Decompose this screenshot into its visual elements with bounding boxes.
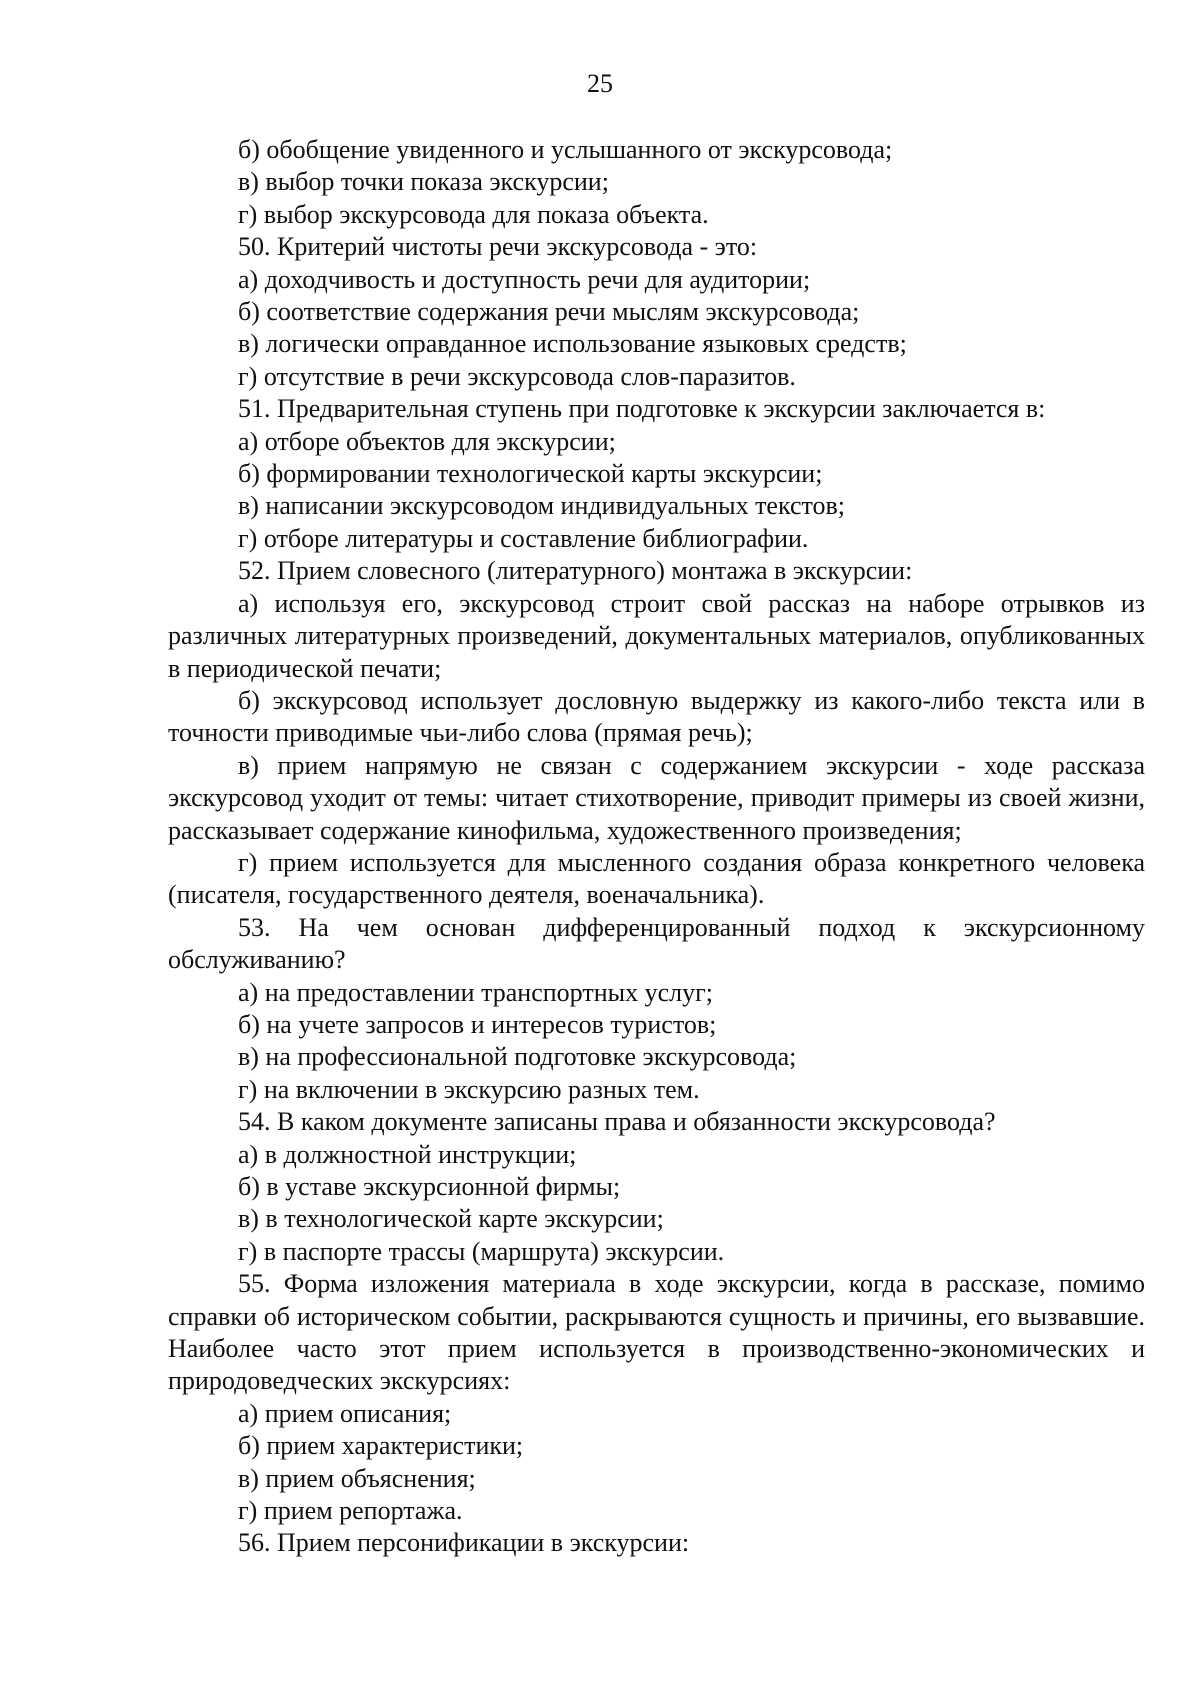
- q50-option-v: в) логически оправданное использование языковых средств;: [238, 329, 907, 359]
- q50-option-a: а) доходчивость и доступность речи для аудитории;: [238, 264, 811, 294]
- question-53: 53. На чем основан дифференцированный подход к экскурсионному обслуживанию?: [168, 912, 1145, 975]
- q53-option-g: г) на включении в экскурсию разных тем.: [238, 1074, 700, 1104]
- q52-option-v: в) прием напрямую не связан с содержанием экскурсии - ходе рассказа экскурсовод уходит от темы: читает стихотворение, приводит примеры из своей жизни, рассказывает содержание кинофильма, художественного произведения;: [168, 750, 1145, 845]
- q53-option-b: б) на учете запросов и интересов туристов;: [238, 1009, 717, 1039]
- q50-option-g: г) отсутствие в речи экскурсовода слов-паразитов.: [238, 361, 796, 391]
- page-content: [168, 134, 1145, 1560]
- q54-option-a: а) в должностной инструкции;: [238, 1139, 577, 1169]
- q49-option-v: в) выбор точки показа экскурсии;: [238, 167, 609, 197]
- q55-option-b: б) прием характеристики;: [238, 1431, 524, 1461]
- q49-option-b: б) обобщение увиденного и услышанного от экскурсовода;: [238, 135, 893, 164]
- q49-option-g: г) выбор экскурсовода для показа объекта.: [238, 199, 709, 229]
- q52-option-b: б) экскурсовод использует дословную выдержку из какого-либо текста или в точности приводимые чьи-либо слова (прямая речь);: [168, 685, 1145, 748]
- page-number: 25: [587, 69, 613, 98]
- q51-option-a: а) отборе объектов для экскурсии;: [238, 426, 616, 456]
- question-52: 52. Прием словесного (литературного) монтажа в экскурсии:: [238, 556, 913, 586]
- q51-option-v: в) написании экскурсоводом индивидуальных текстов;: [238, 491, 846, 521]
- q51-option-g: г) отборе литературы и составление библиографии.: [238, 523, 809, 553]
- q51-option-b: б) формировании технологической карты экскурсии;: [238, 459, 823, 489]
- q54-option-v: в) в технологической карте экскурсии;: [238, 1204, 664, 1234]
- q55-option-a: а) прием описания;: [238, 1398, 452, 1428]
- q54-option-b: б) в уставе экскурсионной фирмы;: [238, 1172, 621, 1201]
- question-55: 55. Форма изложения материала в ходе экскурсии, когда в рассказе, помимо справки об историческом событии, раскрываются сущность и причины, его вызвавшие. Наиболее часто этот прием используется в производственно-экономических и природоведческих экскурсиях:: [168, 1269, 1145, 1396]
- question-51: 51. Предварительная ступень при подготовке к экскурсии заключается в:: [238, 394, 1046, 424]
- question-54: 54. В каком документе записаны права и обязанности экскурсовода?: [238, 1107, 996, 1137]
- q52-option-a: а) используя его, экскурсовод строит свой рассказ на наборе отрывков из различных литературных произведений, документальных материалов, опубликованных в периодической печати;: [168, 588, 1145, 683]
- q54-option-g: г) в паспорте трассы (маршрута) экскурсии.: [238, 1236, 725, 1266]
- q55-option-g: г) прием репортажа.: [238, 1496, 463, 1526]
- q55-option-v: в) прием объяснения;: [238, 1463, 476, 1493]
- q52-option-g: г) прием используется для мысленного создания образа конкретного человека (писателя, государственного деятеля, военачальника).: [168, 847, 1145, 910]
- q53-option-a: а) на предоставлении транспортных услуг;: [238, 977, 713, 1007]
- q53-option-v: в) на профессиональной подготовке экскурсовода;: [238, 1042, 797, 1072]
- q50-option-b: б) соответствие содержания речи мыслям экскурсовода;: [238, 297, 860, 327]
- question-50: 50. Критерий чистоты речи экскурсовода - это:: [238, 232, 758, 262]
- question-56: 56. Прием персонификации в экскурсии:: [238, 1528, 690, 1558]
